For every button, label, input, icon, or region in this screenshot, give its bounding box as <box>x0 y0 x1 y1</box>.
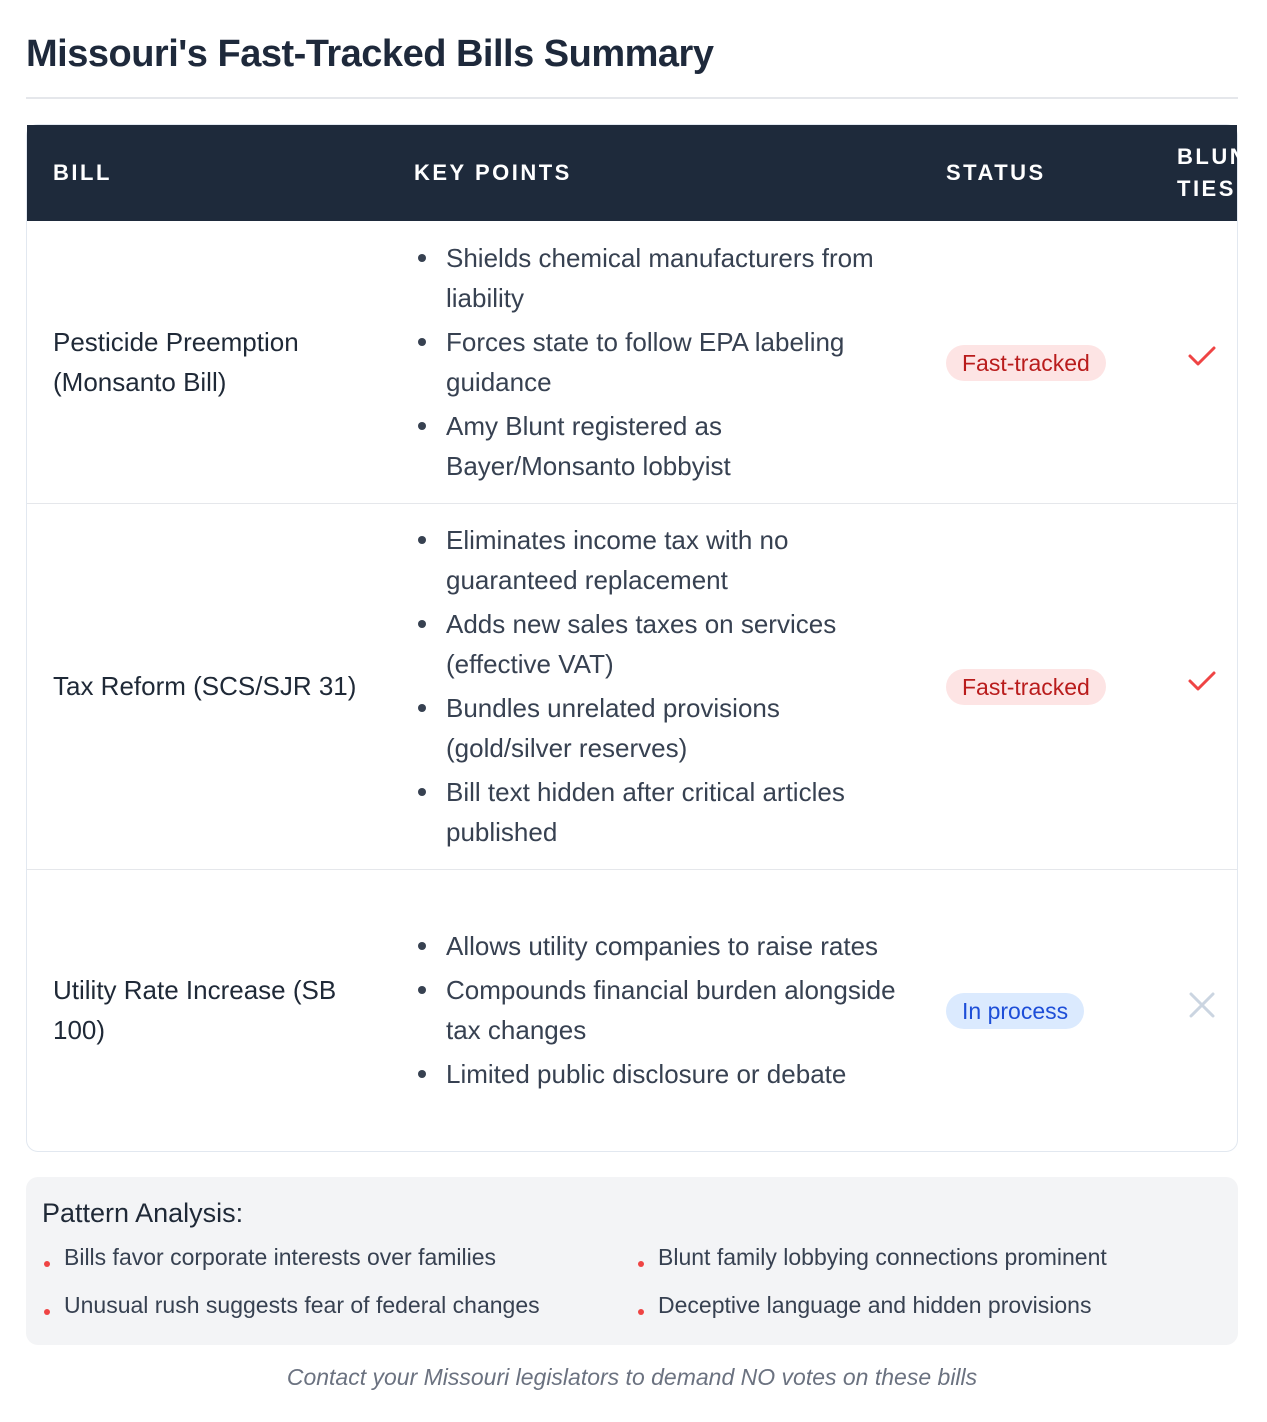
pattern-analysis-title: Pattern Analysis: <box>42 1198 244 1228</box>
table-header-row <box>27 125 1237 221</box>
status-cell <box>920 869 1177 1151</box>
pattern-item-text: Bills favor corporate interests over families <box>64 1244 497 1270</box>
key-points-list <box>414 926 910 1094</box>
pattern-item-text: Deceptive language and hidden provisions <box>658 1292 1092 1318</box>
bullet-icon <box>44 1309 50 1315</box>
status-cell <box>920 503 1177 869</box>
pattern-item-text: Blunt family lobbying connections prominent <box>658 1244 1107 1270</box>
table-row <box>27 503 1237 869</box>
footer-call-to-action: Contact your Missouri legislators to demand NO votes on these bills <box>286 1364 978 1390</box>
bills-table <box>27 125 1265 1151</box>
blunt-ties-cell <box>1177 869 1237 1151</box>
bill-name: Tax Reform (SCS/SJR 31) <box>53 671 357 701</box>
check-icon <box>1185 664 1219 698</box>
header-blunt-ties-label: BLUNT TIES <box>1177 144 1265 201</box>
table-header <box>27 125 1265 221</box>
pattern-item <box>42 1287 636 1323</box>
page <box>26 0 1265 1390</box>
table-row <box>27 869 1237 1151</box>
check-icon <box>1185 339 1219 373</box>
bullet-icon <box>44 1261 50 1267</box>
header-status: STATUS <box>946 160 1046 185</box>
pattern-analysis-box <box>26 1177 1238 1345</box>
pattern-item <box>636 1287 1206 1323</box>
page-title: Missouri's Fast-Tracked Bills Summary <box>26 0 1238 99</box>
pattern-item <box>636 1239 1206 1275</box>
key-point: Limited public disclosure or debate <box>414 1054 910 1094</box>
header-blunt-ties <box>1177 125 1265 221</box>
status-badge: Fast-tracked <box>946 345 1106 381</box>
bill-name: Utility Rate Increase (SB 100) <box>53 975 337 1046</box>
key-point: Bundles unrelated provisions (gold/silver reserves) <box>414 688 910 768</box>
pattern-item <box>42 1239 636 1275</box>
status-badge: Fast-tracked <box>946 669 1106 705</box>
key-points-cell <box>388 869 920 1151</box>
status-cell <box>920 221 1177 503</box>
key-point: Adds new sales taxes on services (effective VAT) <box>414 604 910 684</box>
x-icon <box>1185 988 1219 1022</box>
table-row <box>27 221 1237 503</box>
key-points-list <box>414 520 910 852</box>
bullet-icon <box>638 1261 644 1267</box>
key-point: Bill text hidden after critical articles published <box>414 772 910 852</box>
bill-name: Pesticide Preemption (Monsanto Bill) <box>53 326 299 397</box>
pattern-analysis-list <box>42 1239 1222 1323</box>
bills-table-card <box>26 124 1265 1152</box>
key-point: Compounds financial burden alongside tax changes <box>414 970 910 1050</box>
key-point: Amy Blunt registered as Bayer/Monsanto lobbyist <box>414 406 910 486</box>
header-bill: BILL <box>53 160 112 185</box>
key-points-cell <box>388 503 920 869</box>
bullet-icon <box>638 1309 644 1315</box>
key-points-list <box>414 238 910 486</box>
key-point: Shields chemical manufacturers from liability <box>414 238 910 318</box>
blunt-ties-cell <box>1177 503 1237 869</box>
key-points-cell <box>388 221 920 503</box>
key-point: Forces state to follow EPA labeling guidance <box>414 322 910 402</box>
key-point: Allows utility companies to raise rates <box>414 926 910 966</box>
table-body <box>27 221 1237 1151</box>
key-point: Eliminates income tax with no guaranteed replacement <box>414 520 910 600</box>
header-key-points: KEY POINTS <box>414 160 572 185</box>
blunt-ties-cell <box>1177 221 1237 503</box>
pattern-item-text: Unusual rush suggests fear of federal changes <box>64 1292 540 1318</box>
status-badge: In process <box>946 993 1084 1029</box>
